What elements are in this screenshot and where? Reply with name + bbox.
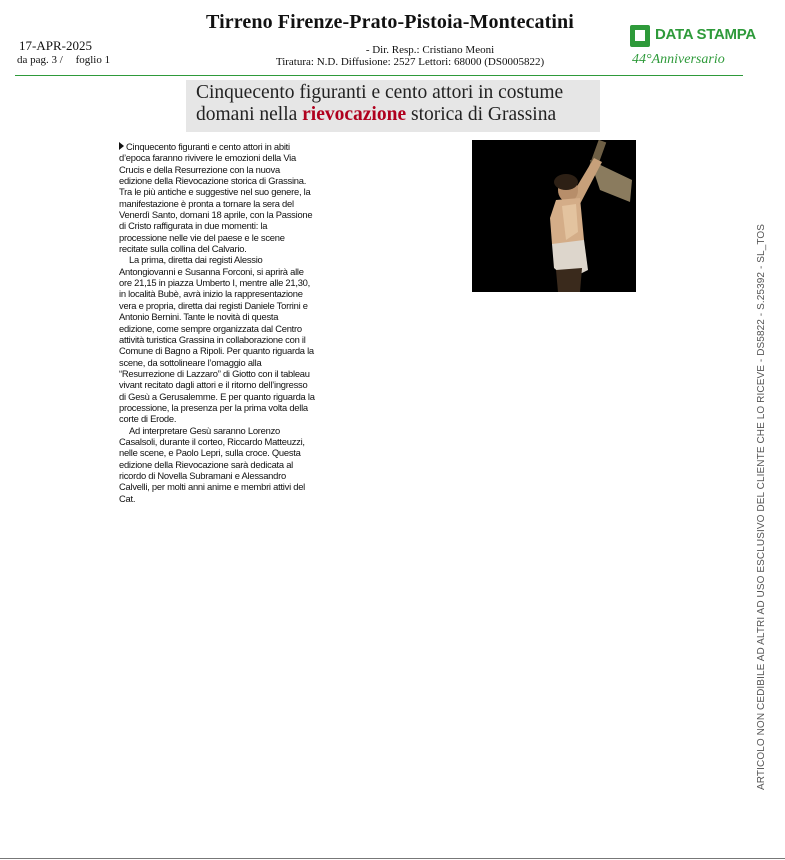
- side-copyright-notice: ARTICOLO NON CEDIBILE AD ALTRI AD USO ESCLUSIVO DEL CLIENTE CHE LO RICEVE - DS5822 - S.25392 - SL_TOS: [756, 223, 767, 790]
- bottom-divider: [0, 858, 785, 859]
- headline-part2: storica di Grassina: [406, 104, 557, 125]
- article-headline: [196, 82, 596, 126]
- headline-part1: Cinquecento figuranti e cento attori in costume domani nella: [196, 82, 564, 125]
- data-stampa-logo: [630, 25, 756, 47]
- paragraph: [119, 141, 315, 254]
- newspaper-title: Tirreno Firenze-Prato-Pistoia-Montecatini: [206, 11, 574, 33]
- page-reference: [17, 54, 120, 66]
- paragraph: Ad interpretare Gesù saranno Lorenzo Casalsoli, durante il corteo, Riccardo Matteuzzi, nelle scene, e Paolo Lepri, sulla croce. Questa edizione della Rievocazione sarà dedicata al ricordo di Novella Subramani e Alessandro Calvelli, per molti anni anime e membri attivi del Cat.: [119, 424, 306, 504]
- anniversary-label: 44°Anniversario: [632, 52, 725, 67]
- circulation-line: Tiratura: N.D. Diffusione: 2527 Lettori: 68000 (DS0005822): [275, 56, 545, 68]
- crucifixion-photo-illustration: [472, 140, 636, 292]
- page-from: da pag. 3 /: [17, 54, 63, 66]
- headline-highlight: rievocazione: [302, 104, 407, 125]
- clipping-date: 17-APR-2025: [19, 38, 92, 53]
- logo-mark-icon: [630, 25, 650, 47]
- paragraph-text: Cinquecento figuranti e cento attori in abiti d’epoca faranno rivivere le emozioni della Via Crucis e della Resurrezione con la nuova edizione della Rievocazione storica di Grassina. Tra le più antiche e suggestive nel suo genere, la manifestazione è pronta a tornare la sera del Venerdì Santo, domani 18 aprile, con la Passione di Cristo raffigurata in due momenti: la processione nelle vie del paese e le scene recitate sulla collina del Calvario.: [119, 141, 313, 255]
- sheet-number: foglio 1: [75, 54, 111, 66]
- header-divider: [15, 75, 743, 76]
- bullet-icon: [119, 142, 124, 150]
- logo-text: DATA STAMPA: [655, 26, 756, 43]
- article-body: [119, 141, 315, 504]
- article-photo: [472, 140, 636, 292]
- director-line: - Dir. Resp.: Cristiano Meoni: [365, 44, 495, 56]
- paragraph: La prima, diretta dai registi Alessio Antongiovanni e Susanna Forconi, si aprirà alle ore 21,15 in piazza Umberto I, mentre alle 21,30, in località Bubè, avrà inizio la rappresentazione vera e propria, diretta dai registi Daniele Torrini e Antonio Bernini. Tante le novità di questa edizione, come sempre organizzata dal Centro attività turistica Grassina in collaborazione con il Comune di Bagno a Ripoli. Per quanto riguarda la scene, da sottolineare l’omaggio alla “Resurrezione di Lazzaro” di Giotto con il tableau vivant recitato dagli attori e il ritorno dell’ingresso di Gesù a Gerusalemme. E per quanto riguarda la processione, la presenza per la prima volta della corte di Erode.: [119, 254, 315, 425]
